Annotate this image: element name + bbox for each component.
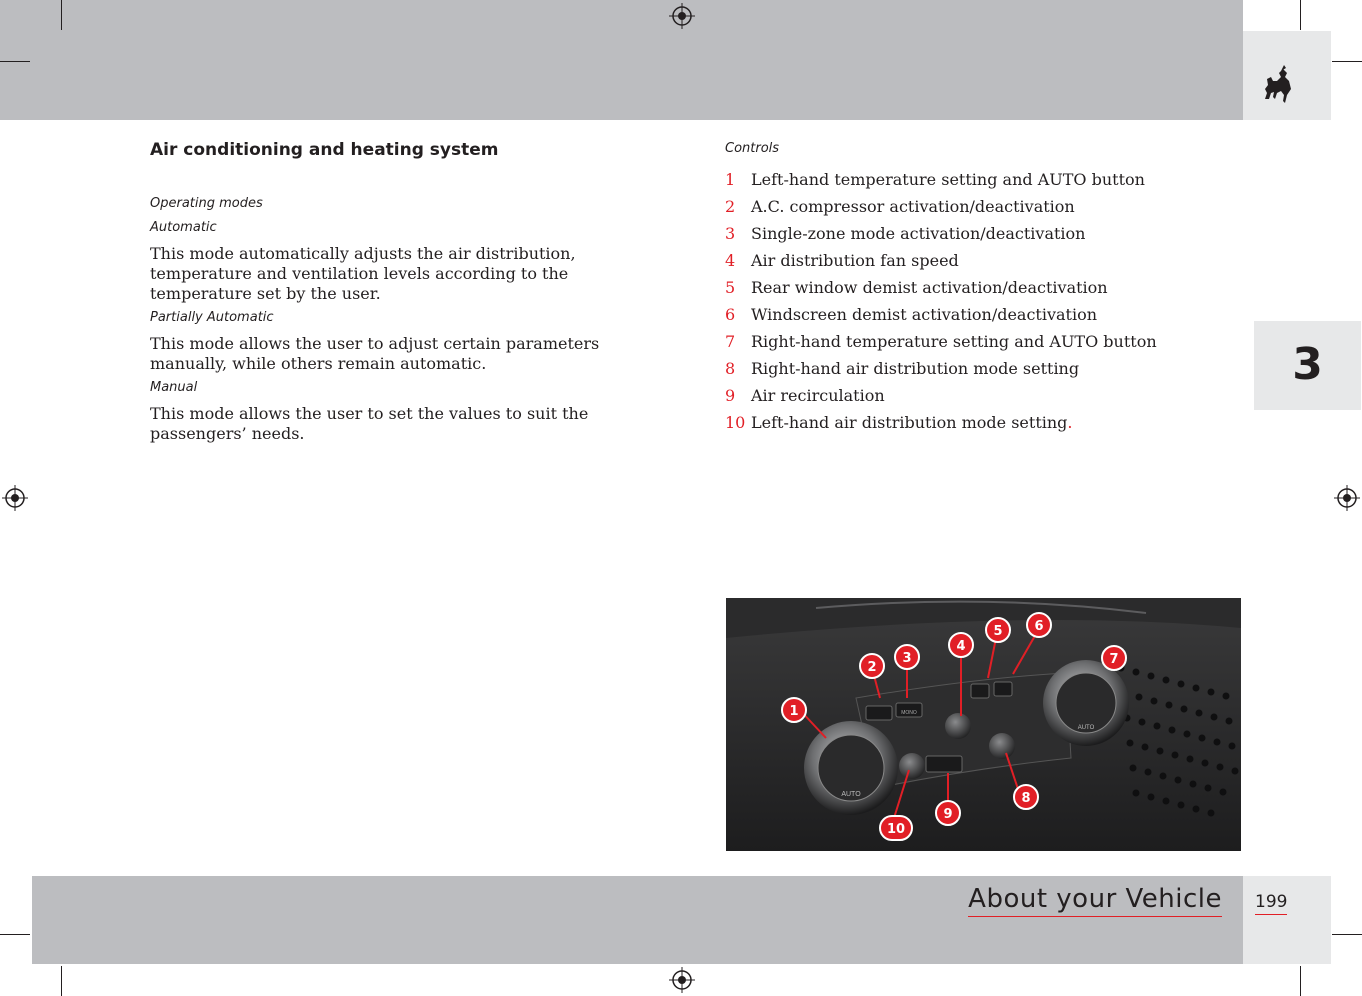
- list-item: [725, 328, 1245, 355]
- callout-2: [860, 654, 884, 678]
- auto-label-right: AUTO: [1077, 725, 1095, 731]
- header-band: [0, 0, 1243, 120]
- page-number: 199: [1255, 892, 1287, 915]
- crop-mark: [1332, 61, 1362, 62]
- crop-mark: [1300, 0, 1301, 30]
- svg-text:4: 4: [956, 639, 966, 654]
- list-item: [725, 409, 1245, 436]
- manual-label: Manual: [150, 380, 198, 395]
- chapter-number: 3: [1292, 339, 1323, 390]
- prancing-horse-logo-icon: [1243, 31, 1331, 120]
- svg-text:2: 2: [867, 660, 877, 675]
- page-tab: [1243, 876, 1331, 964]
- callout-6: [1027, 613, 1051, 637]
- list-item: [725, 247, 1245, 274]
- right-column: [725, 141, 1245, 436]
- item-text: Right-hand air distribution mode setting: [751, 359, 1080, 378]
- svg-text:10: 10: [886, 822, 906, 837]
- crop-mark: [1300, 966, 1301, 996]
- item-number: 4: [725, 251, 736, 270]
- climate-control-photo: [726, 598, 1241, 851]
- item-number: 8: [725, 359, 736, 378]
- item-text: Single-zone mode activation/deactivation: [751, 224, 1086, 243]
- automatic-text: This mode automatically adjusts the air distribution, temperature and ventilation levels according to the temperature set by the user.: [150, 244, 576, 303]
- controls-list: [725, 166, 1245, 436]
- svg-text:8: 8: [1021, 791, 1031, 806]
- registration-mark-icon: [1334, 485, 1360, 511]
- svg-text:6: 6: [1034, 619, 1044, 634]
- item-text: Rear window demist activation/deactivation: [751, 278, 1108, 297]
- crop-mark: [0, 61, 30, 62]
- item-text: Air recirculation: [751, 386, 885, 405]
- list-item: [725, 274, 1245, 301]
- item-number: 7: [725, 332, 736, 351]
- auto-label-left: AUTO: [841, 791, 861, 798]
- crop-mark: [61, 966, 62, 996]
- callout-7: [1102, 646, 1126, 670]
- mono-label: MONO: [901, 710, 917, 716]
- footer-title: About your Vehicle: [968, 884, 1222, 917]
- list-item: [725, 355, 1245, 382]
- registration-mark-icon: [2, 485, 28, 511]
- callout-3: [895, 645, 919, 669]
- callout-1: [782, 698, 806, 722]
- manual-text: This mode allows the user to set the values to suit the passengers’ needs.: [150, 404, 589, 443]
- left-column: [150, 140, 670, 450]
- logo-tab: [1243, 31, 1331, 120]
- item-number: 3: [725, 224, 736, 243]
- list-item: [725, 193, 1245, 220]
- automatic-label: Automatic: [150, 220, 217, 235]
- item-number: 9: [725, 386, 736, 405]
- callout-10: [880, 816, 912, 840]
- item-number: 10: [725, 413, 746, 432]
- svg-text:1: 1: [789, 704, 799, 719]
- item-text: [751, 409, 1073, 436]
- item-number: 6: [725, 305, 736, 324]
- operating-modes-label: Operating modes: [150, 196, 263, 211]
- item-number: 2: [725, 197, 736, 216]
- list-item: [725, 382, 1245, 409]
- callout-8: [1014, 785, 1038, 809]
- section-title: Air conditioning and heating system: [150, 140, 499, 160]
- item-text: Left-hand temperature setting and AUTO button: [751, 170, 1145, 189]
- item-text: Right-hand temperature setting and AUTO button: [751, 332, 1157, 351]
- partial-text: This mode allows the user to adjust certain parameters manually, while others remain automatic.: [150, 334, 600, 373]
- partial-label: Partially Automatic: [150, 310, 274, 325]
- controls-heading: Controls: [725, 141, 780, 156]
- registration-mark-icon: [669, 3, 695, 29]
- crop-mark: [61, 0, 62, 30]
- item-number: 1: [725, 170, 736, 189]
- svg-text:5: 5: [993, 624, 1003, 639]
- list-item: [725, 220, 1245, 247]
- callout-5: [986, 618, 1010, 642]
- item-text: Air distribution fan speed: [751, 251, 959, 270]
- chapter-tab[interactable]: [1254, 321, 1361, 410]
- item-number: 5: [725, 278, 736, 297]
- callout-9: [936, 801, 960, 825]
- item-text: Windscreen demist activation/deactivation: [751, 305, 1098, 324]
- item-text-body: Left-hand air distribution mode setting: [751, 413, 1068, 432]
- svg-text:7: 7: [1109, 652, 1119, 667]
- callout-4: [949, 633, 973, 657]
- crop-mark: [1332, 934, 1362, 935]
- svg-text:9: 9: [943, 807, 953, 822]
- svg-text:3: 3: [902, 651, 912, 666]
- item-text: A.C. compressor activation/deactivation: [751, 197, 1075, 216]
- list-item: [725, 301, 1245, 328]
- crop-mark: [0, 934, 30, 935]
- final-period: .: [1067, 413, 1073, 432]
- list-item: [725, 166, 1245, 193]
- registration-mark-icon: [669, 967, 695, 993]
